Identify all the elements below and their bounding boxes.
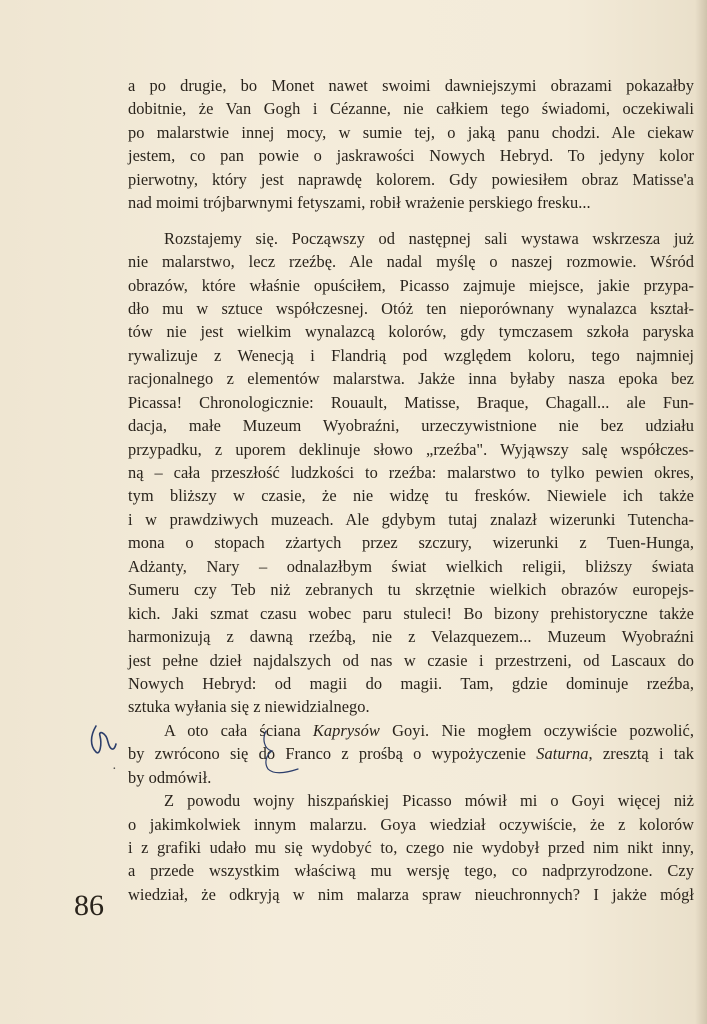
- text-line: przypadku, z uporem deklinuje słowo „rzeźba". Wyjąwszy salę współczes-: [128, 439, 694, 459]
- text-segment: by odmówił.: [128, 767, 212, 787]
- text-line: mona o stopach zżartych przez szczury, wizerunki z Tuen-Hunga,: [128, 533, 694, 553]
- text-line: a po drugie, bo Monet nawet swoimi dawniejszymi obrazami pokazałby: [128, 76, 694, 95]
- paragraph-2: [128, 227, 694, 719]
- text-line: Picassa! Chronologicznie: Rouault, Matisse, Braque, Chagall... ale Fun-: [128, 392, 694, 412]
- text-line: i z grafiki udało mu się wydobyć to, czego nie wydobył przed nim nikt inny,: [128, 838, 694, 857]
- text-line: jestem, co pan powie o jaskrawości Nowych Hebryd. To jedyny kolor: [128, 146, 694, 166]
- text-line: tów nie jest wielkim wynalazcą kolorów, gdy tymczasem szkoła paryska: [128, 322, 694, 342]
- text-line: [128, 719, 694, 742]
- text-line: i w prawdziwych muzeach. Ale gdybym tutaj znalazł wizerunki Tutencha-: [128, 509, 694, 529]
- text-line: kich. Jaki szmat czasu wobec paru stuleci! Bo bizony prehistoryczne także: [128, 603, 694, 623]
- margin-dot-mark: ·: [112, 762, 117, 777]
- text-line: pierwotny, który jest naprawdę kolorem. Gdy powiesiłem obraz Matisse'a: [128, 169, 694, 189]
- text-line: Adżanty, Nary – odnalazłbym świat wielkich religii, bliższy świata: [128, 556, 694, 576]
- paragraph-3: [128, 719, 694, 789]
- text-line: obrazów, które właśnie opuściłem, Picasso zajmuje miejsce, jakie przypa-: [128, 275, 694, 295]
- text-line: rywalizuje z Wenecją i Flandrią pod względem koloru, tego najmniej: [128, 345, 694, 365]
- page-edge-shadow: [695, 0, 707, 1024]
- text-line: jest pełne dzieł najdalszych od nas w czasie i przestrzeni, od Lascaux do: [128, 650, 694, 670]
- text-line: dobitnie, że Van Gogh i Cézanne, nie całkiem tego świadomi, oczekiwali: [128, 99, 694, 119]
- text-segment: , zresztą i tak: [588, 744, 694, 764]
- text-segment: by zwrócono się do Franco z prośbą o wypożyczenie: [128, 744, 537, 764]
- text-line: nad moimi trójbarwnymi fetyszami, robił wrażenie perskiego fresku...: [128, 193, 591, 213]
- text-line: Sumeru czy Teb niż zebranych tu skrzętnie wielkich obrazów europejs-: [128, 580, 694, 600]
- text-line: Nowych Hebryd: od magii do magii. Tam, gdzie dominuje rzeźba,: [128, 673, 694, 693]
- text-line: dacja, małe Muzeum Wyobraźni, urzeczywistnione nie bez udziału: [128, 416, 694, 436]
- text-line: dło mu w sztuce współczesnej. Otóż ten nieporównany wynalazca kształ-: [128, 298, 694, 318]
- text-line: Rozstajemy się. Począwszy od następnej sali wystawa wskrzesza już: [164, 228, 694, 248]
- text-segment: Goyi. Nie mogłem oczywiście pozwolić,: [379, 720, 694, 740]
- text-line: wiedział, że odkryją w nim malarza spraw nieuchronnych? I jakże mógł: [128, 884, 694, 904]
- paragraph-spacer: [128, 215, 694, 227]
- text-line: tym bliższy w czasie, że nie widzę tu fresków. Niewiele ich także: [128, 486, 694, 506]
- italic-title: Kaprysów: [312, 720, 380, 740]
- text-line: ną – cała przeszłość ludzkości to rzeźba: malarstwo to tylko pewien okres,: [128, 463, 694, 482]
- page-number: 86: [74, 889, 104, 922]
- paragraph-4: [128, 789, 694, 906]
- text-line: harmonizują z dawną rzeźbą, nie z Velazquezem... Muzeum Wyobraźni: [128, 627, 694, 647]
- text-line: a przede wszystkim właściwą mu wersję tego, co nadprzyrodzone. Czy: [128, 861, 694, 881]
- handwritten-margin-mark: [86, 722, 122, 762]
- paragraph-1: [128, 74, 694, 215]
- body-text: [128, 74, 694, 906]
- text-line: sztuka wyłania się z niewidzialnego.: [128, 697, 370, 717]
- text-line: racjonalnego z elementów malarstwa. Jakże inna byłaby nasza epoka bez: [128, 369, 694, 389]
- text-line: [128, 766, 694, 789]
- italic-title: Saturna: [536, 744, 589, 764]
- text-line: Z powodu wojny hiszpańskiej Picasso mówił mi o Goyi więcej niż: [164, 791, 694, 811]
- handwritten-underline-mark: [258, 729, 318, 779]
- text-line: [128, 742, 694, 765]
- text-line: o jakimkolwiek innym malarzu. Goya wiedział oczywiście, że z kolorów: [128, 814, 694, 834]
- text-line: po malarstwie innej mocy, w sumie tej, o jaką panu chodzi. Ale ciekaw: [128, 122, 694, 142]
- text-segment: A oto cała ściana: [164, 720, 313, 740]
- text-line: nie malarstwo, lecz rzeźbę. Ale nadal myślę o naszej rozmowie. Wśród: [128, 252, 694, 272]
